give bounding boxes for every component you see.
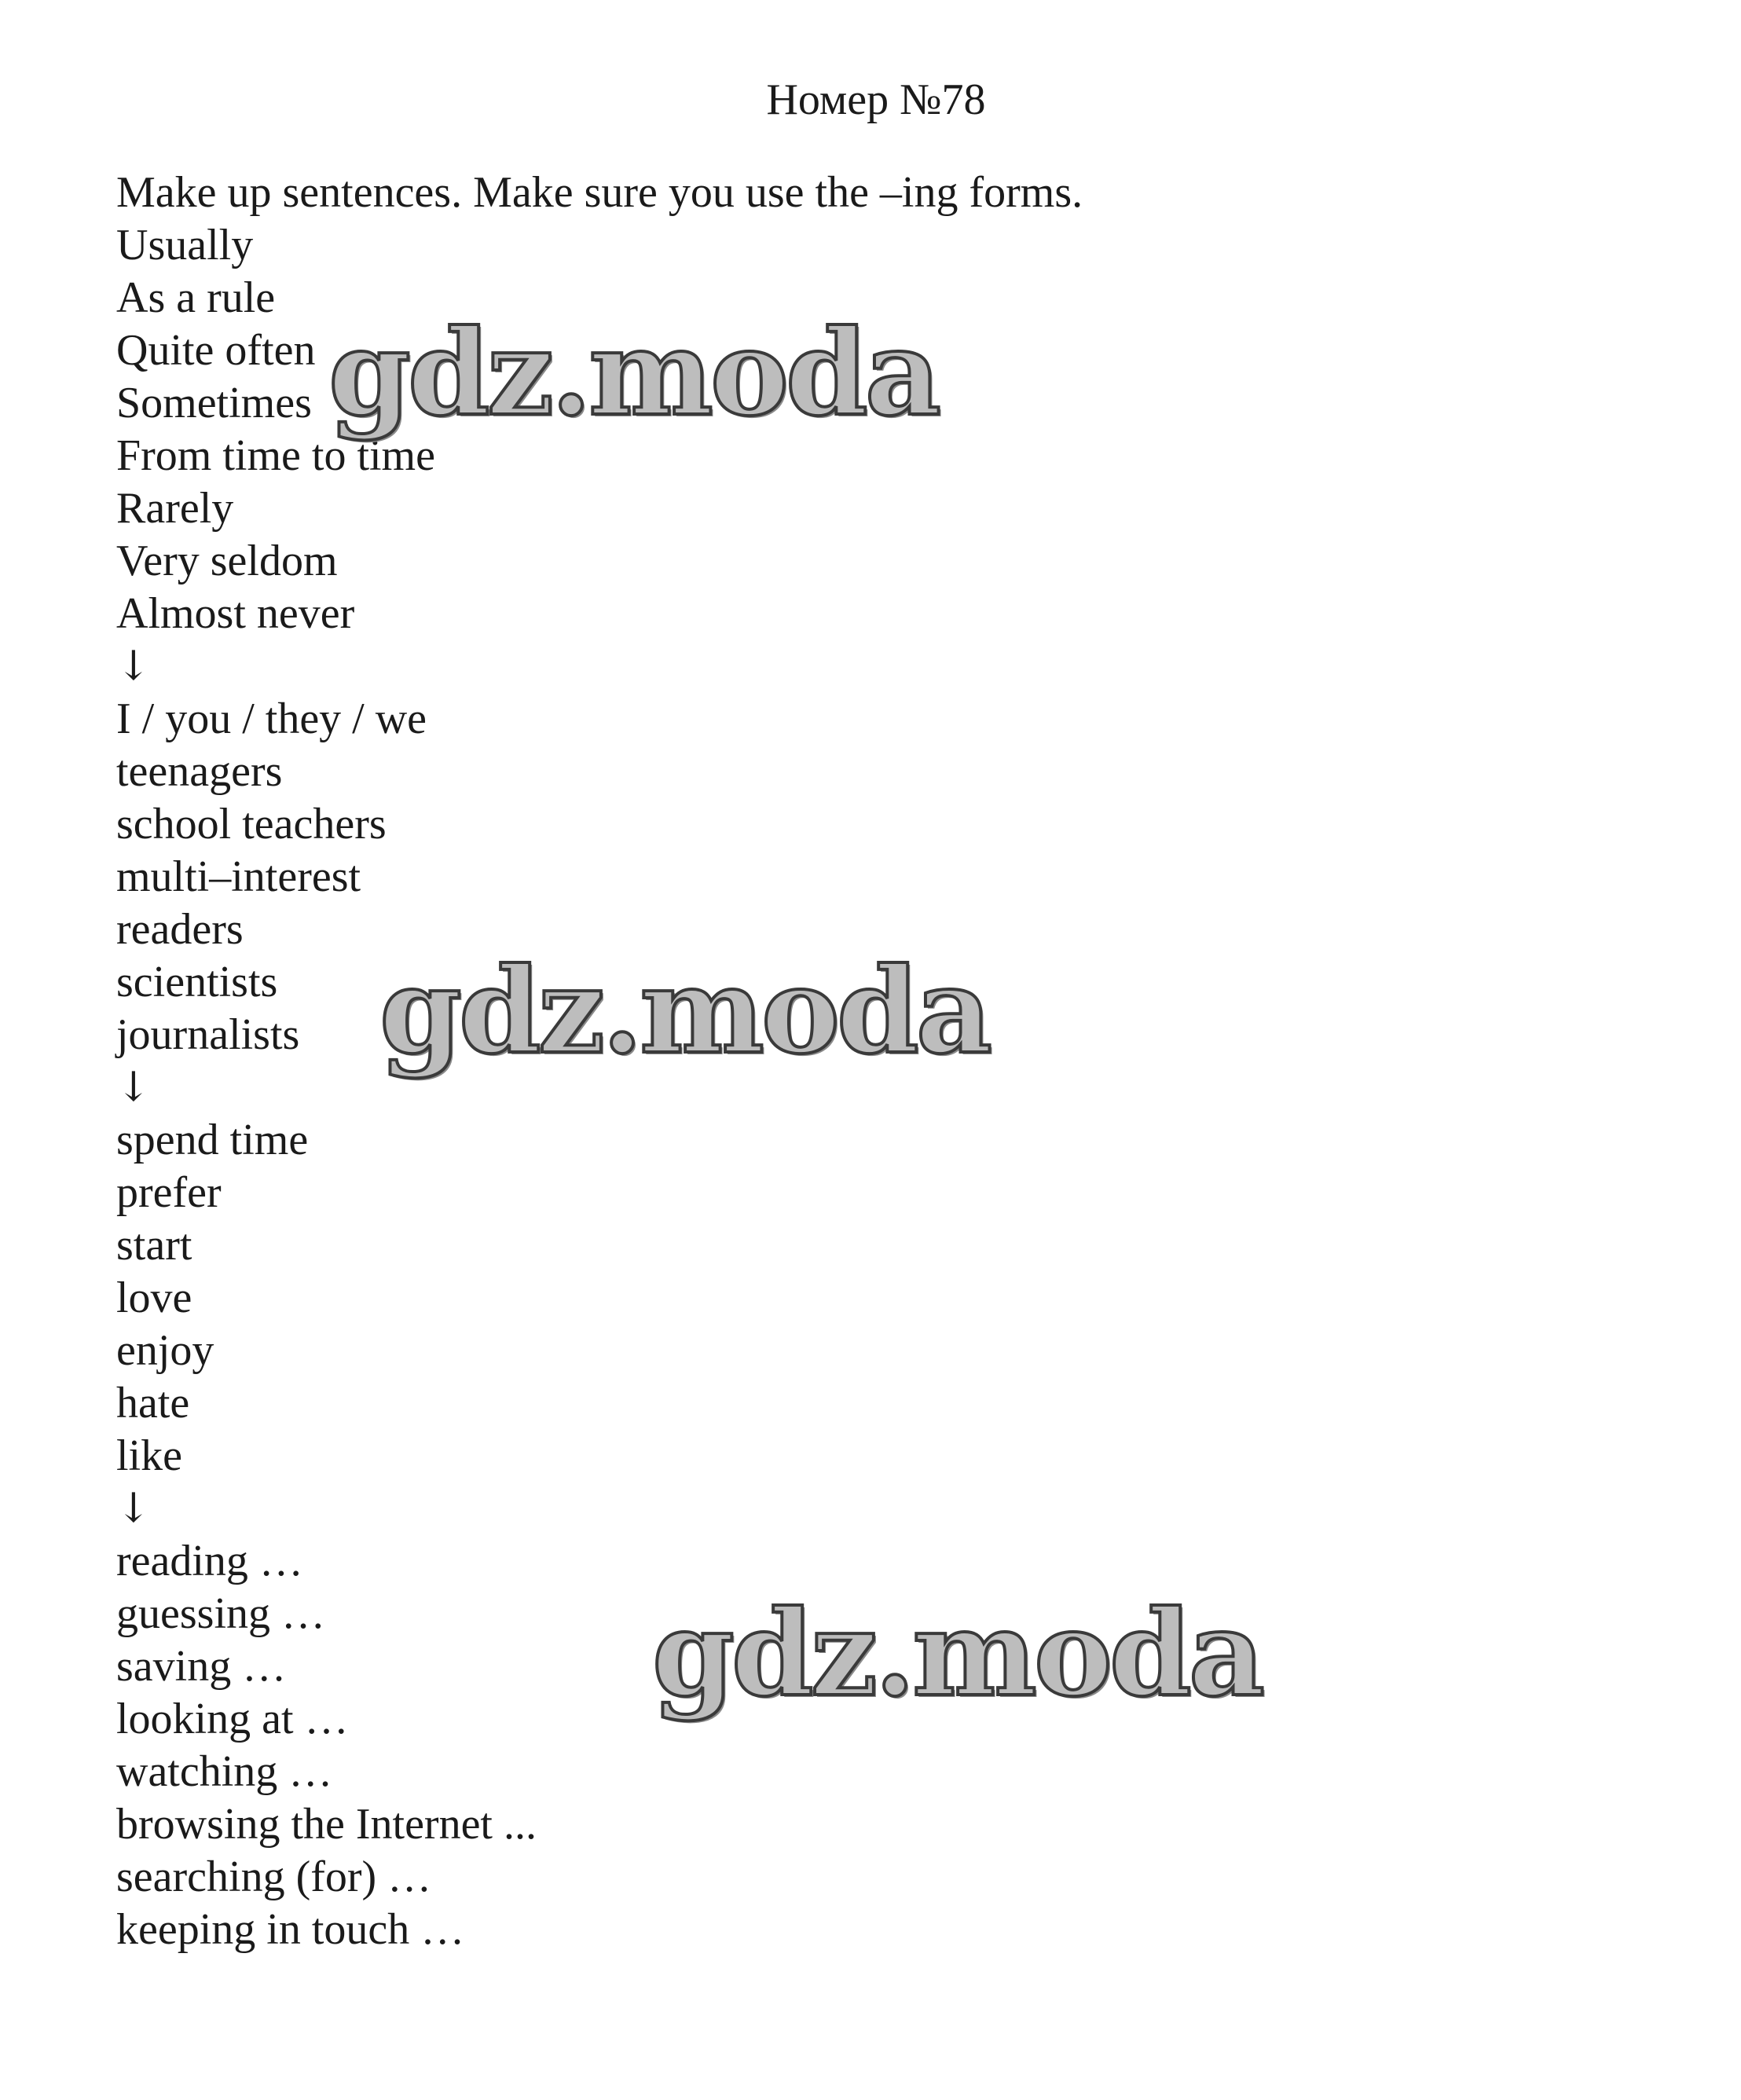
verb-item: spend time: [116, 1116, 309, 1164]
subject-item: scientists: [116, 958, 278, 1006]
ing-form-item: saving …: [116, 1642, 287, 1691]
ing-form-item: guessing …: [116, 1589, 325, 1638]
verb-item: hate: [116, 1379, 190, 1427]
verb-item: prefer: [116, 1168, 222, 1217]
verb-item: love: [116, 1274, 192, 1322]
verb-item: enjoy: [116, 1326, 214, 1375]
subject-item: school teachers: [116, 800, 387, 848]
subject-item: journalists: [116, 1010, 300, 1059]
subject-item: multi–interest: [116, 852, 361, 901]
subject-item: readers: [116, 905, 244, 954]
frequency-item: Quite often: [116, 326, 316, 375]
watermark: gdz.moda: [328, 304, 939, 442]
down-arrow-icon: ↓: [116, 1485, 151, 1532]
ing-form-item: browsing the Internet ...: [116, 1800, 537, 1849]
frequency-item: Very seldom: [116, 537, 338, 585]
frequency-item: Sometimes: [116, 379, 312, 427]
verb-item: like: [116, 1431, 182, 1480]
instruction-text: Make up sentences. Make sure you use the –ing forms.: [116, 168, 1083, 217]
down-arrow-icon: ↓: [116, 643, 151, 690]
ing-form-item: looking at …: [116, 1695, 349, 1743]
watermark: gdz.moda: [379, 942, 990, 1080]
frequency-item: As a rule: [116, 273, 276, 322]
frequency-item: Rarely: [116, 484, 234, 533]
frequency-item: Almost never: [116, 589, 355, 638]
page-title: Номер №78: [766, 75, 986, 124]
ing-form-item: searching (for) …: [116, 1853, 432, 1901]
ing-form-item: watching …: [116, 1747, 333, 1796]
frequency-item: Usually: [116, 221, 254, 269]
verb-item: start: [116, 1221, 192, 1270]
down-arrow-icon: ↓: [116, 1064, 151, 1111]
subject-item: teenagers: [116, 747, 283, 796]
subject-item: I / you / they / we: [116, 695, 427, 743]
ing-form-item: keeping in touch …: [116, 1905, 465, 1954]
frequency-item: From time to time: [116, 431, 435, 480]
watermark: gdz.moda: [652, 1585, 1263, 1723]
ing-form-item: reading …: [116, 1537, 303, 1585]
